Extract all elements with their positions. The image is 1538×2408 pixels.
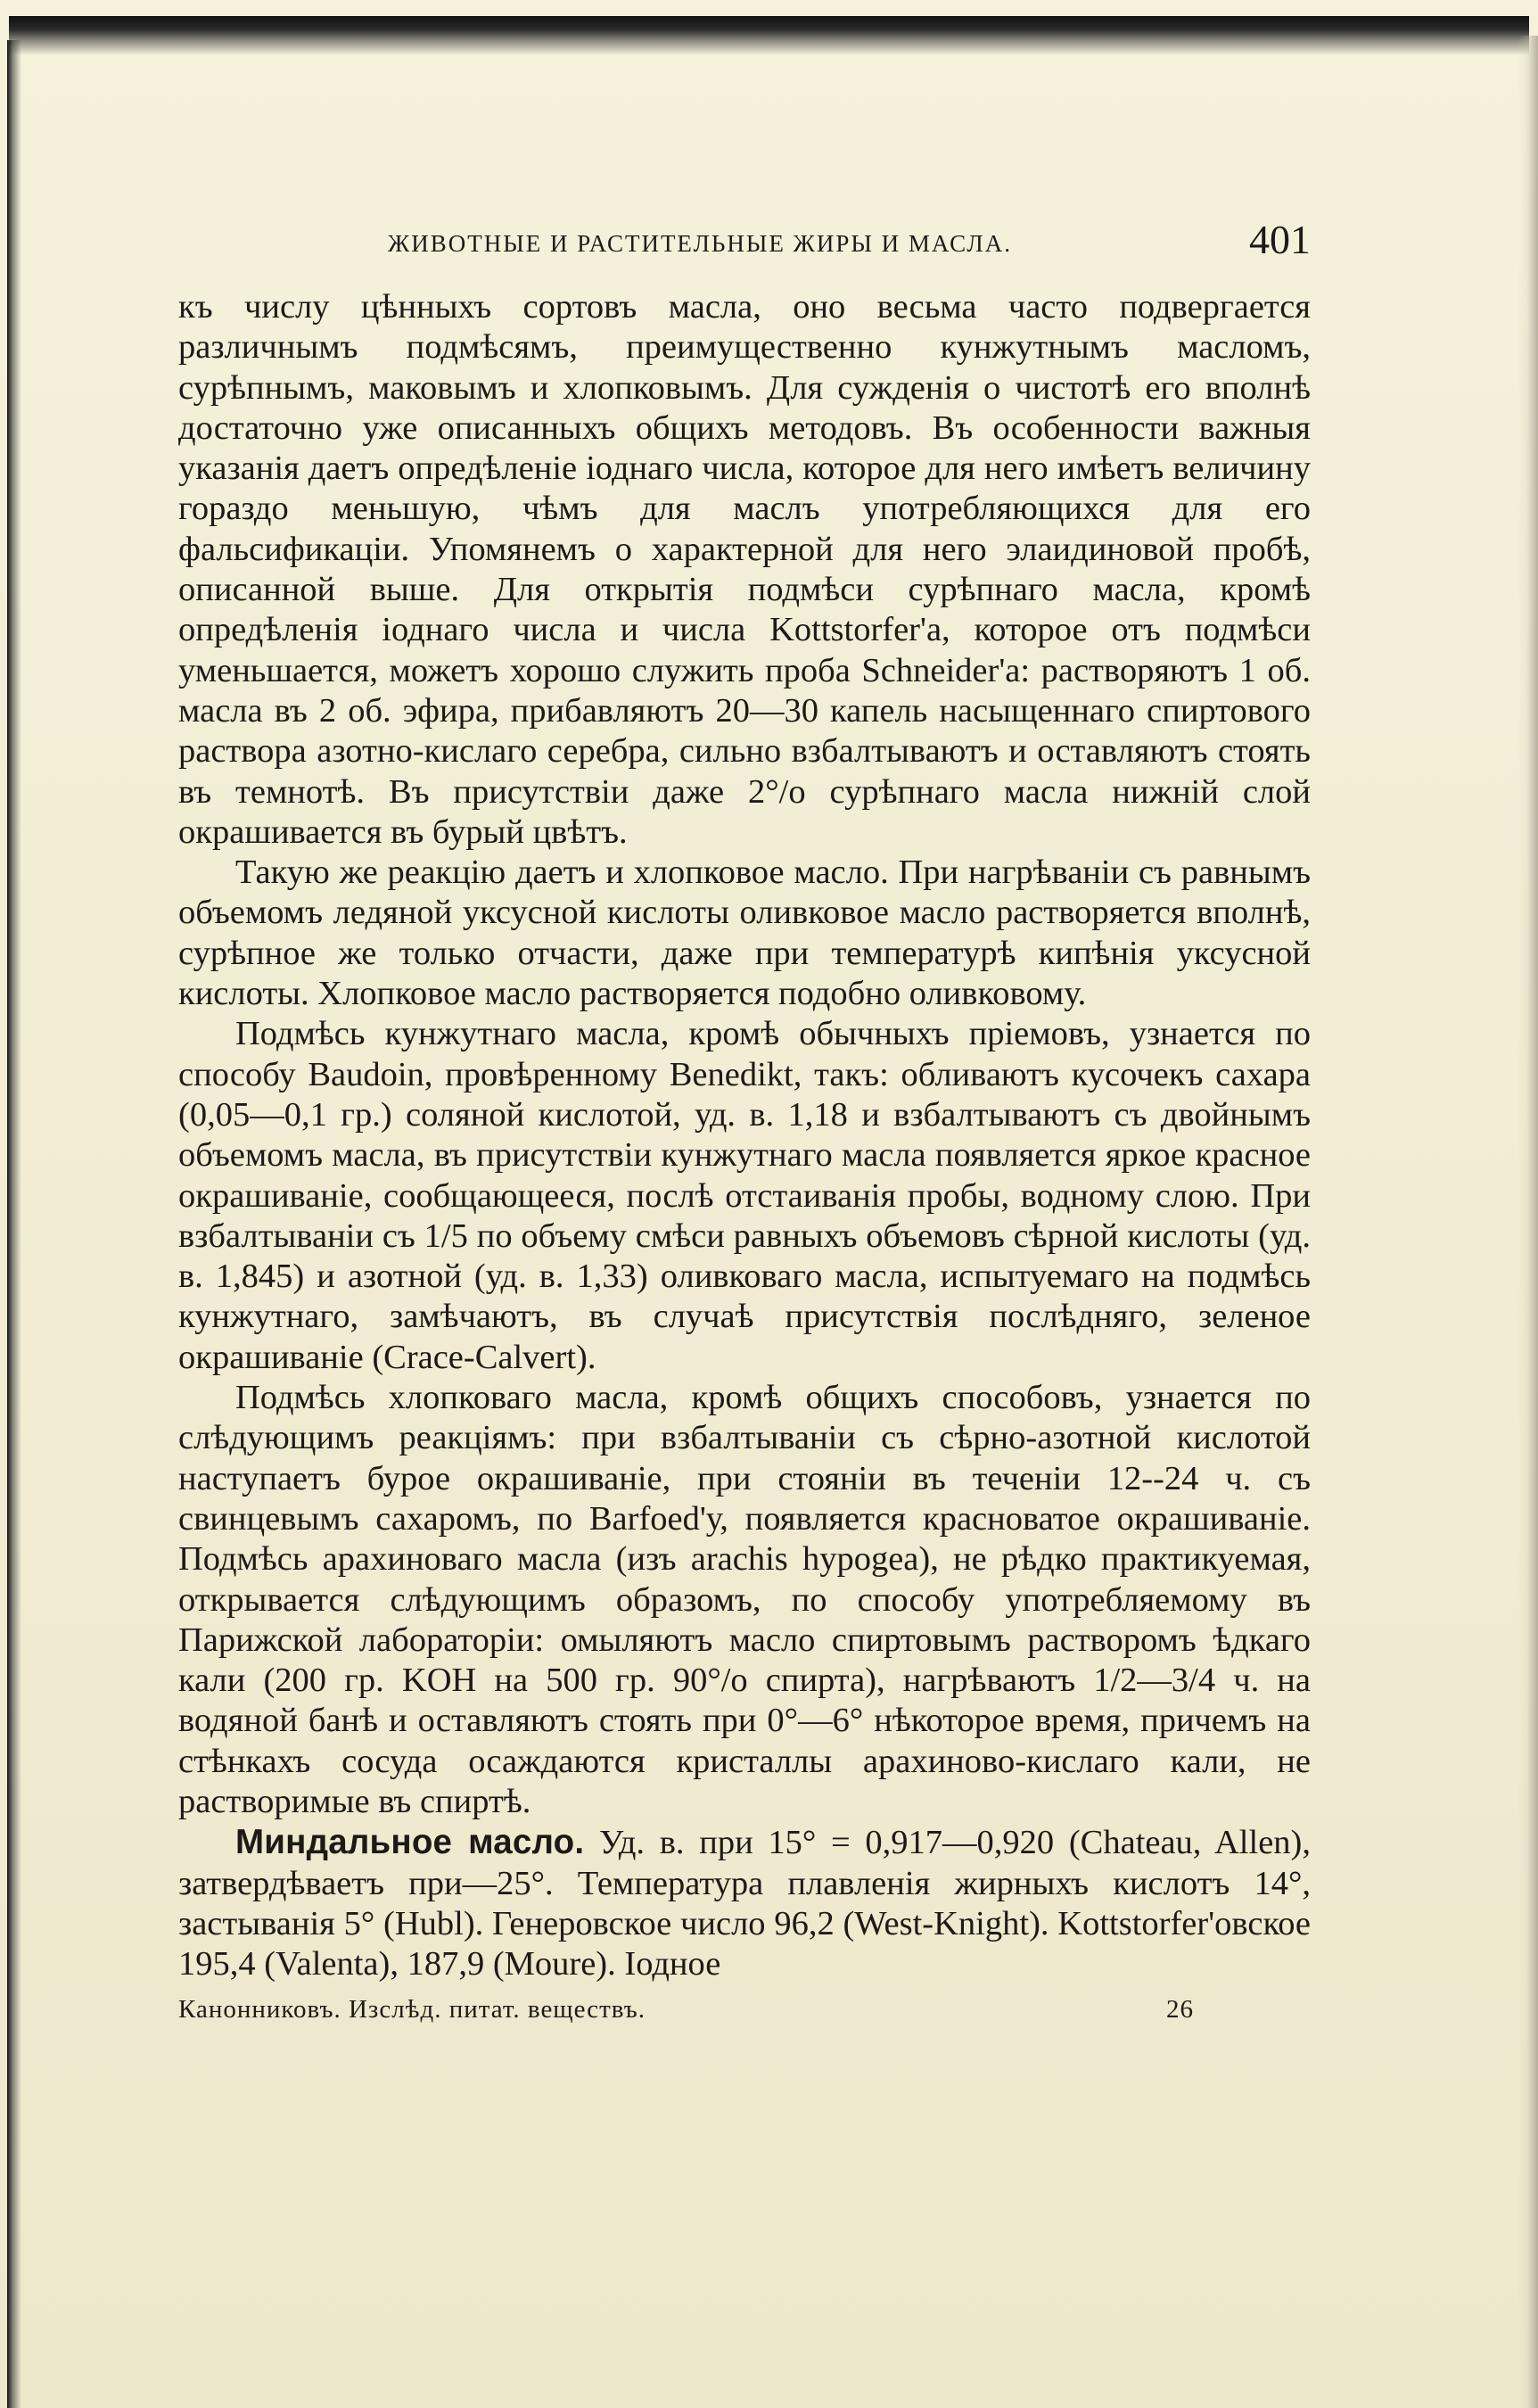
footer-signature: Канонниковъ. Изслѣд. питат. веществъ. <box>178 1995 646 2025</box>
signature-number: 26 <box>1166 1995 1194 2025</box>
page-number: 401 <box>1249 217 1311 262</box>
paragraph-5 <box>178 1822 1311 1984</box>
section-lead-in: Миндальное масло. <box>235 1823 585 1862</box>
paragraph-3: Подмѣсь кунжутнаго масла, кромѣ обычныхъ пріемовъ, узнается по способу Baudoin, провѣренному Benedikt, такъ: обливаютъ кусочекъ сахара (0,05—0,1 гр.) соляной кислотой, уд. в. 1,18 и взбалтываютъ съ двойнымъ объемомъ масла, въ присутствіи кунжутнаго масла появляется яркое красное окрашиваніе, сообщающееся, послѣ отстаиванія пробы, водному слою. При взбалтываніи съ 1/5 по объему смѣси равныхъ объемовъ сѣрной кислоты (уд. в. 1,845) и азотной (уд. в. 1,33) оливковаго масла, испытуемаго на подмѣсь кунжутнаго, замѣчаютъ, въ случаѣ присутствія послѣдняго, зеленое окрашиваніе (Crace-Calvert). <box>178 1015 1311 1376</box>
scan-top-edge-shadow <box>9 16 1529 55</box>
page-footer <box>178 1995 1311 2034</box>
section-text: Уд. в. при 15° = 0,917—0,920 (Chateau, Allen), затвердѣваетъ при—25°. Температура плавленія жирныхъ кислотъ 14°, застыванія 5° (Hubl). Генеровское число 96,2 (West-Knight). Kottstorfer'овское 195,4 (Valenta), 187,9 (Moure). Іодное <box>178 1824 1311 1983</box>
book-page <box>178 212 1311 2034</box>
scan-right-edge-shadow <box>1518 36 1538 2408</box>
paragraph-4: Подмѣсь хлопковаго масла, кромѣ общихъ способовъ, узнается по слѣдующимъ реакціямъ: при взбалтываніи съ сѣрно-азотной кислотой наступаетъ бурое окрашиваніе, при стояніи въ теченіи 12--24 ч. съ свинцевымъ сахаромъ, по Barfoed'у, появляется красноватое окрашиваніе. Подмѣсь арахиноваго масла (изъ arachis hypogea), не рѣдко практикуемая, открывается слѣдующимъ образомъ, по способу употребляемому въ Парижской лабораторіи: омыляютъ масло спиртовымъ растворомъ ѣдкаго кали (200 гр. KOH на 500 гр. 90°/o спирта), нагрѣваютъ 1/2—3/4 ч. на водяной банѣ и оставляютъ стоять при 0°—6° нѣкоторое время, причемъ на стѣнкахъ сосуда осаждаются кристаллы арахиново-кислаго кали, не растворимые въ спиртѣ. <box>178 1379 1311 1820</box>
running-head: ЖИВОТНЫЕ И РАСТИТЕЛЬНЫЕ ЖИРЫ И МАСЛА. <box>388 230 1012 257</box>
paragraph-1: къ числу цѣнныхъ сортовъ масла, оно весьма часто подвергается различнымъ подмѣсямъ, преимущественно кунжутнымъ масломъ, сурѣпнымъ, маковымъ и хлопковымъ. Для сужденія о чистотѣ его вполнѣ достаточно уже описанныхъ общихъ методовъ. Въ особенности важныя указанія даетъ опредѣленіе іоднаго числа, которое для него имѣетъ величину гораздо меньшую, чѣмъ для маслъ употребляющихся для его фальсификаціи. Упомянемъ о характерной для него элаидиновой пробѣ, описанной выше. Для открытія подмѣси сурѣпнаго масла, кромѣ опредѣленія іоднаго числа и числа Kottstorfer'а, которое отъ подмѣси уменьшается, можетъ хорошо служить проба Schneider'а: растворяютъ 1 об. масла въ 2 об. эфира, прибавляютъ 20—30 капель насыщеннаго спиртового раствора азотно-кислаго серебра, сильно взбалтываютъ и оставляютъ стоять въ темнотѣ. Въ присутствіи даже 2°/o сурѣпнаго масла нижній слой окрашивается въ бурый цвѣтъ. <box>178 288 1311 851</box>
scan-left-edge-shadow <box>7 40 21 2408</box>
paragraph-2: Такую же реакцію даетъ и хлопковое масло. При нагрѣваніи съ равнымъ объемомъ ледяной уксусной кислоты оливковое масло растворяется вполнѣ, сурѣпное же только отчасти, даже при температурѣ кипѣнія уксусной кислоты. Хлопковое масло растворяется подобно оливковому. <box>178 854 1311 1013</box>
page-header <box>178 212 1311 280</box>
body-text <box>178 287 1311 1984</box>
